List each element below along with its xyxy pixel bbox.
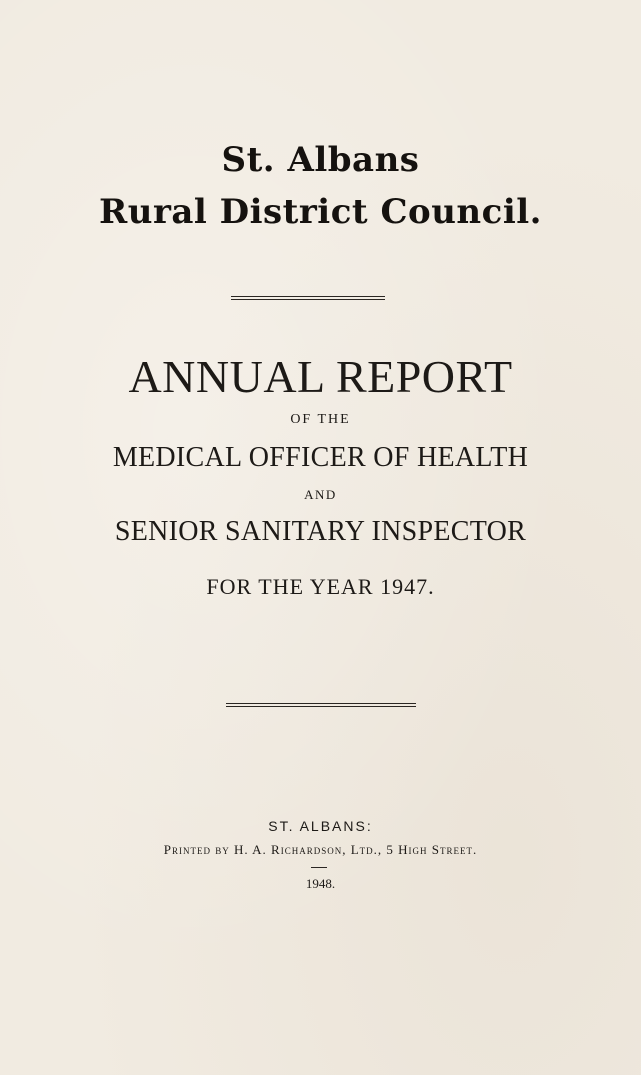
report-subject-medical-officer: MEDICAL OFFICER OF HEALTH [112, 442, 529, 473]
report-subject-sanitary-inspector: SENIOR SANITARY INSPECTOR [114, 516, 527, 547]
printer-imprint: Printed by H. A. Richardson, Ltd., 5 High Street. [163, 842, 478, 857]
and-text: AND [304, 487, 337, 502]
publication-place: ST. ALBANS: [268, 818, 373, 834]
publication-year: 1948. [305, 876, 336, 891]
council-name-line2: Rural District Council. [98, 192, 543, 232]
of-the-text: OF THE [290, 412, 351, 427]
report-year: FOR THE YEAR 1947. [206, 574, 435, 599]
imprint-dash [311, 867, 327, 868]
council-name-line1: St. Albans [221, 140, 420, 180]
report-title: ANNUAL REPORT [128, 351, 513, 402]
